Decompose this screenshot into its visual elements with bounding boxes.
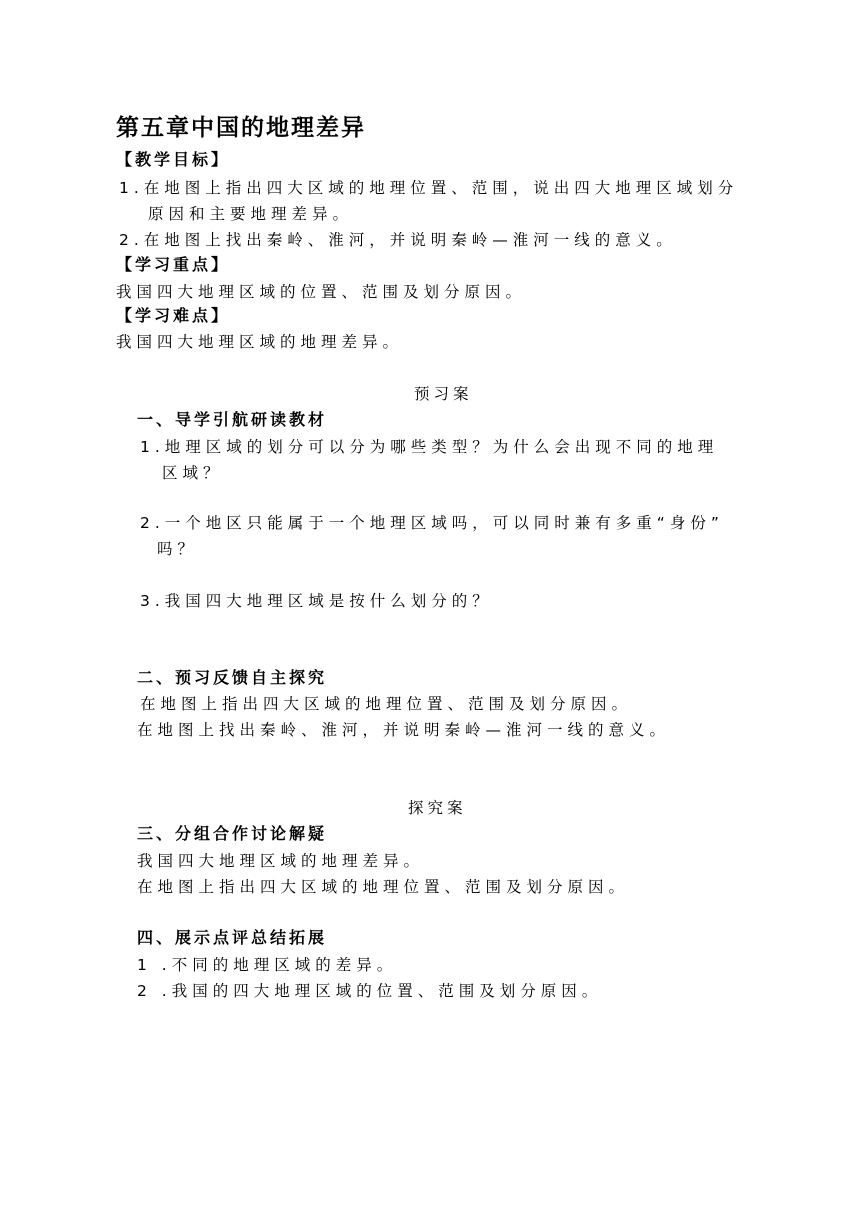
section-2-title: 二、预习反馈自主探究 bbox=[137, 668, 328, 687]
section-4-line-1: 1 .不同的地理区域的差异。 bbox=[137, 956, 398, 974]
question-2-line-2: 吗？ bbox=[157, 540, 199, 558]
goal-item-2: 2.在地图上找出秦岭、淮河，并说明秦岭—淮河一线的意义。 bbox=[119, 231, 677, 249]
question-2-line-1: 2.一个地区只能属于一个地理区域吗，可以同时兼有多重“身份” bbox=[140, 514, 724, 532]
question-3: 3.我国四大地理区域是按什么划分的？ bbox=[140, 592, 493, 610]
section-3-line-1: 我国四大地理区域的地理差异。 bbox=[137, 852, 425, 870]
section-4-title: 四、展示点评总结拓展 bbox=[137, 928, 328, 947]
page-title: 第五章中国的地理差异 bbox=[116, 115, 366, 141]
section-3-line-2: 在地图上指出四大区域的地理位置、范围及划分原因。 bbox=[137, 878, 630, 896]
keypoint-heading: 【学习重点】 bbox=[116, 255, 231, 274]
difficulty-text: 我国四大地理区域的地理差异。 bbox=[116, 333, 404, 351]
section-2-line-2: 在地图上找出秦岭、淮河，并说明秦岭—淮河一线的意义。 bbox=[137, 721, 671, 739]
goals-heading: 【教学目标】 bbox=[116, 150, 231, 169]
question-1-line-2: 区域？ bbox=[162, 464, 224, 482]
section-1-title: 一、导学引航研读教材 bbox=[137, 410, 328, 429]
section-2-line-1: 在地图上指出四大区域的地理位置、范围及划分原因。 bbox=[140, 695, 633, 713]
section-3-title: 三、分组合作讨论解疑 bbox=[137, 824, 328, 843]
goal-item-1-line-1: 1.在地图上指出四大区域的地理位置、范围，说出四大地理区域划分 bbox=[119, 179, 739, 197]
keypoint-text: 我国四大地理区域的位置、范围及划分原因。 bbox=[116, 283, 527, 301]
explore-heading: 探究案 bbox=[408, 799, 467, 817]
goal-item-1-line-2: 原因和主要地理差异。 bbox=[148, 205, 354, 223]
preview-heading: 预习案 bbox=[414, 385, 473, 403]
section-4-line-2: 2 .我国的四大地理区域的位置、范围及划分原因。 bbox=[137, 982, 603, 1000]
question-1-line-1: 1.地理区域的划分可以分为哪些类型？为什么会出现不同的地理 bbox=[140, 438, 719, 456]
difficulty-heading: 【学习难点】 bbox=[116, 306, 231, 325]
